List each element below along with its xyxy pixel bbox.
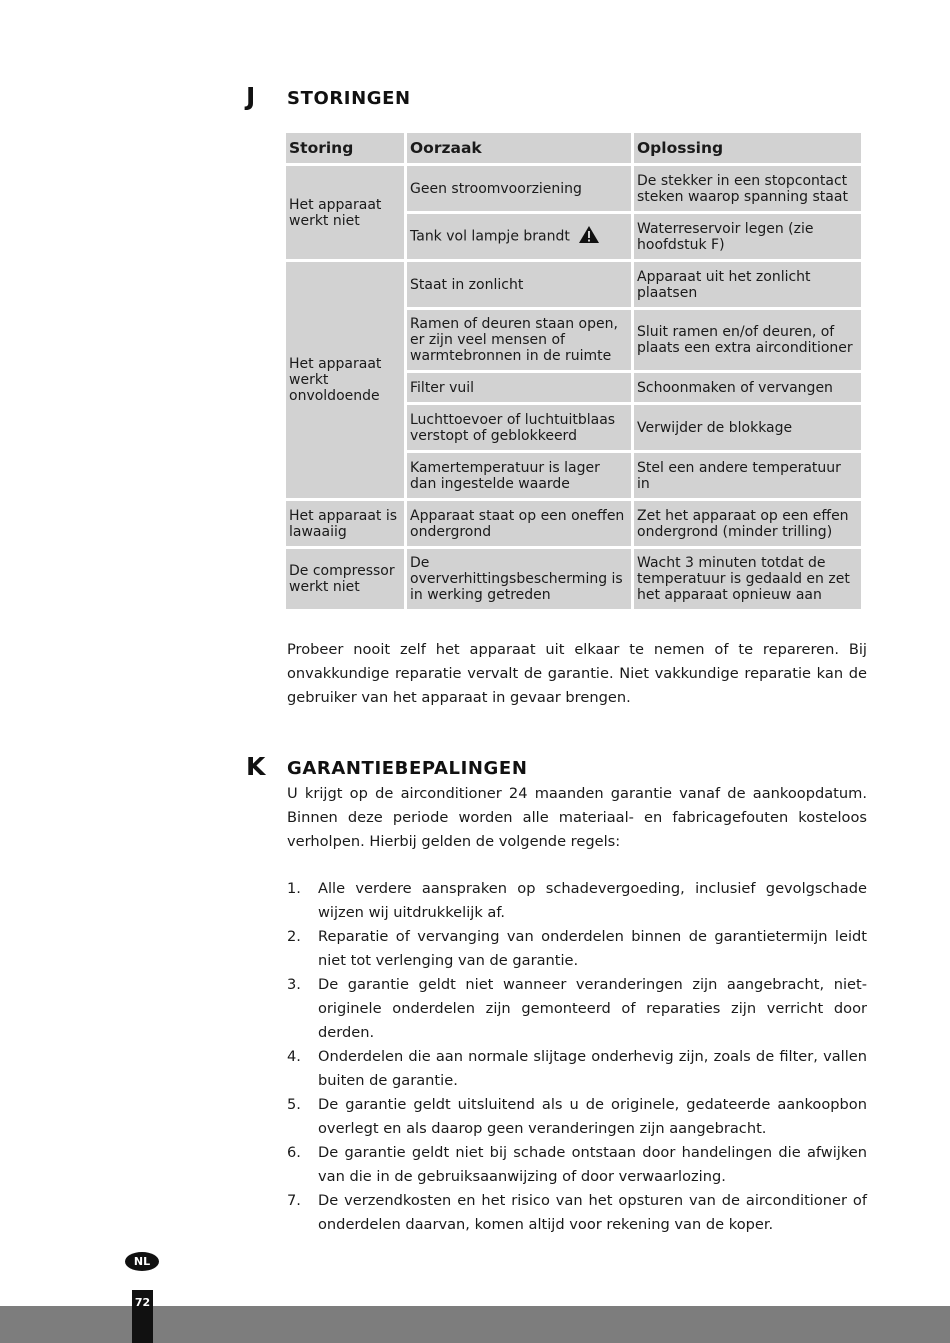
header-storing: Storing	[286, 133, 404, 163]
oorzaak-cell	[407, 214, 631, 259]
oorzaak-cell: Luchttoevoer of luchtuitblaas verstopt of geblokkeerd	[407, 405, 631, 450]
oplossing-cell: De stekker in een stopcontact steken waarop spanning staat	[634, 166, 861, 211]
table-row	[286, 501, 861, 546]
warranty-rules-list	[287, 877, 867, 1237]
list-number: 5.	[287, 1096, 301, 1113]
list-number: 3.	[287, 976, 301, 993]
oplossing-cell: Verwijder de blokkage	[634, 405, 861, 450]
list-number: 7.	[287, 1192, 301, 1209]
storing-cell: Het apparaat werkt onvoldoende	[286, 262, 404, 498]
oplossing-cell: Stel een andere temperatuur in	[634, 453, 861, 498]
list-number: 1.	[287, 880, 301, 897]
oorzaak-cell: De oververhittingsbescherming is in werking getreden	[407, 549, 631, 609]
troubleshooting-table	[283, 130, 864, 612]
list-item	[287, 1189, 867, 1237]
storing-cell: Het apparaat werkt niet	[286, 166, 404, 259]
header-oplossing: Oplossing	[634, 133, 861, 163]
oplossing-cell: Waterreservoir legen (zie hoofdstuk F)	[634, 214, 861, 259]
oplossing-cell: Wacht 3 minuten totdat de temperatuur is gedaald en zet het apparaat opnieuw aan	[634, 549, 861, 609]
oorzaak-cell: Kamertemperatuur is lager dan ingestelde waarde	[407, 453, 631, 498]
list-item	[287, 925, 867, 973]
list-item	[287, 877, 867, 925]
list-number: 6.	[287, 1144, 301, 1161]
oorzaak-cell: Filter vuil	[407, 373, 631, 402]
list-item	[287, 973, 867, 1045]
list-text: Reparatie of vervanging van onderdelen binnen de garantietermijn leidt niet tot verlenging van de garantie.	[318, 928, 867, 969]
table-row	[286, 549, 861, 609]
list-item	[287, 1141, 867, 1189]
oorzaak-cell: Geen stroomvoorziening	[407, 166, 631, 211]
section-letter-j: J	[246, 82, 256, 111]
warning-triangle-icon	[578, 225, 600, 248]
list-text: Alle verdere aanspraken op schadevergoeding, inclusief gevolgschade wijzen wij uitdrukkelijk af.	[318, 880, 867, 921]
oorzaak-cell: Ramen of deuren staan open, er zijn veel mensen of warmtebronnen in de ruimte	[407, 310, 631, 370]
list-text: De verzendkosten en het risico van het opsturen van de airconditioner of onderdelen daarvan, komen altijd voor rekening van de koper.	[318, 1192, 867, 1233]
header-oorzaak: Oorzaak	[407, 133, 631, 163]
list-text: De garantie geldt niet bij schade ontstaan door handelingen die afwijken van die in de gebruiksaanwijzing of door verwaarlozing.	[318, 1144, 867, 1185]
list-text: De garantie geldt uitsluitend als u de originele, gedateerde aankoopbon overlegt en als daarop geen veranderingen zijn aangebracht.	[318, 1096, 867, 1137]
list-item	[287, 1093, 867, 1141]
list-item	[287, 1045, 867, 1093]
oplossing-cell: Zet het apparaat op een effen ondergrond (minder trilling)	[634, 501, 861, 546]
repair-warning-paragraph: Probeer nooit zelf het apparaat uit elkaar te nemen of te repareren. Bij onvakkundige reparatie vervalt de garantie. Niet vakkundige reparatie kan de gebruiker van het apparaat in gevaar brengen.	[287, 641, 867, 706]
storing-cell: De compressor werkt niet	[286, 549, 404, 609]
list-number: 4.	[287, 1048, 301, 1065]
oplossing-cell: Apparaat uit het zonlicht plaatsen	[634, 262, 861, 307]
section-title-storingen: STORINGEN	[287, 88, 411, 109]
table-row	[286, 166, 861, 211]
language-badge: NL	[125, 1252, 159, 1271]
table-row	[286, 262, 861, 307]
oplossing-cell: Schoonmaken of vervangen	[634, 373, 861, 402]
oorzaak-text: Tank vol lampje brandt	[410, 228, 570, 245]
list-number: 2.	[287, 928, 301, 945]
page-number: 72	[132, 1290, 153, 1343]
section-title-garantiebepalingen: GARANTIEBEPALINGEN	[287, 758, 528, 779]
storing-cell: Het apparaat is lawaaiig	[286, 501, 404, 546]
oorzaak-cell: Staat in zonlicht	[407, 262, 631, 307]
oorzaak-cell: Apparaat staat op een oneffen ondergrond	[407, 501, 631, 546]
warranty-intro-paragraph: U krijgt op de airconditioner 24 maanden garantie vanaf de aankoopdatum. Binnen deze periode worden alle materiaal- en fabricagefouten kosteloos verholpen. Hierbij gelden de volgende regels:	[287, 785, 867, 850]
list-text: Onderdelen die aan normale slijtage onderhevig zijn, zoals de filter, vallen buiten de garantie.	[318, 1048, 867, 1089]
oplossing-cell: Sluit ramen en/of deuren, of plaats een extra airconditioner	[634, 310, 861, 370]
list-text: De garantie geldt niet wanneer veranderingen zijn aangebracht, niet-originele onderdelen zijn gemonteerd of reparaties zijn verricht door derden.	[318, 976, 867, 1041]
section-letter-k: K	[246, 752, 266, 781]
